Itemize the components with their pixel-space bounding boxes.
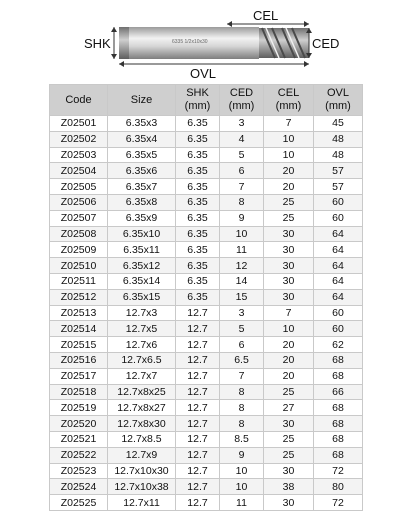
table-row [50,289,363,305]
cell-shk: 6.35 [176,242,220,258]
cell-ced: 10 [220,479,264,495]
cell-ced: 8 [220,400,264,416]
cell-ovl: 60 [314,305,363,321]
cell-size: 6.35x4 [108,131,176,147]
table-row [50,194,363,210]
cell-ovl: 68 [314,352,363,368]
cell-size: 12.7x6.5 [108,352,176,368]
table-body [50,116,363,511]
cell-size: 12.7x8x30 [108,416,176,432]
shk-dimension [111,27,117,59]
column-header-unit: (mm) [228,100,255,112]
table-row [50,305,363,321]
table-row [50,400,363,416]
cell-shk: 6.35 [176,210,220,226]
cell-code: Z02507 [50,210,108,226]
cell-size: 12.7x8x27 [108,400,176,416]
header-row [50,85,363,116]
cell-shk: 12.7 [176,495,220,511]
cell-shk: 12.7 [176,368,220,384]
cell-size: 12.7x9 [108,447,176,463]
cell-cel: 25 [264,431,314,447]
column-header-shk [176,85,220,116]
cell-code: Z02517 [50,368,108,384]
cell-ced: 11 [220,242,264,258]
cell-size: 12.7x11 [108,495,176,511]
cell-shk: 12.7 [176,352,220,368]
cell-shk: 6.35 [176,131,220,147]
cell-shk: 12.7 [176,400,220,416]
cell-size: 6.35x8 [108,194,176,210]
cell-cel: 10 [264,147,314,163]
cell-code: Z02505 [50,179,108,195]
table-row [50,479,363,495]
cell-code: Z02519 [50,400,108,416]
cell-ovl: 80 [314,479,363,495]
cell-ced: 10 [220,463,264,479]
column-header-label: Size [130,93,153,106]
cell-ced: 6.5 [220,352,264,368]
cell-shk: 12.7 [176,416,220,432]
cell-code: Z02506 [50,194,108,210]
cell-size: 6.35x14 [108,273,176,289]
cell-cel: 7 [264,116,314,132]
cell-code: Z02514 [50,321,108,337]
table-row [50,321,363,337]
cell-cel: 20 [264,368,314,384]
router-bit-diagram [0,0,407,84]
cell-ced: 4 [220,131,264,147]
cell-size: 12.7x3 [108,305,176,321]
cell-code: Z02503 [50,147,108,163]
shank-marking: 6335 1/2x10x30 [172,39,208,45]
cutting-flutes [259,28,309,58]
cell-ovl: 48 [314,131,363,147]
cell-shk: 6.35 [176,163,220,179]
table-row [50,163,363,179]
column-header-size [108,85,176,116]
table-row [50,463,363,479]
cell-code: Z02508 [50,226,108,242]
table-row [50,242,363,258]
table-row [50,210,363,226]
cell-cel: 30 [264,242,314,258]
cell-code: Z02501 [50,116,108,132]
cell-cel: 7 [264,305,314,321]
cell-ced: 15 [220,289,264,305]
cell-shk: 12.7 [176,431,220,447]
cell-ced: 8 [220,384,264,400]
cell-size: 6.35x11 [108,242,176,258]
cell-cel: 10 [264,321,314,337]
cell-cel: 30 [264,289,314,305]
cell-shk: 6.35 [176,179,220,195]
column-header-cel [264,85,314,116]
cell-cel: 30 [264,463,314,479]
cell-cel: 25 [264,210,314,226]
cell-ovl: 60 [314,321,363,337]
table-row [50,384,363,400]
cell-code: Z02525 [50,495,108,511]
cell-cel: 10 [264,131,314,147]
cell-ovl: 68 [314,416,363,432]
cell-ovl: 57 [314,179,363,195]
cell-shk: 12.7 [176,384,220,400]
cell-size: 6.35x5 [108,147,176,163]
cell-ced: 12 [220,258,264,274]
cell-size: 6.35x6 [108,163,176,179]
cell-code: Z02521 [50,431,108,447]
cell-shk: 6.35 [176,289,220,305]
cell-code: Z02510 [50,258,108,274]
cell-shk: 6.35 [176,258,220,274]
cell-size: 6.35x12 [108,258,176,274]
cell-ced: 3 [220,305,264,321]
table-row [50,368,363,384]
cell-ced: 5 [220,147,264,163]
table-row [50,416,363,432]
column-header-unit: (mm) [325,100,351,112]
cell-cel: 20 [264,179,314,195]
cell-ced: 5 [220,321,264,337]
cell-ced: 7 [220,179,264,195]
column-header-label: Code [65,93,92,106]
table-row [50,495,363,511]
column-header-label: OVL [326,87,349,99]
ced-label: CED [312,36,340,51]
table-row [50,131,363,147]
cell-cel: 30 [264,226,314,242]
cell-ovl: 64 [314,289,363,305]
cell-ced: 9 [220,447,264,463]
table-row [50,352,363,368]
cell-cel: 20 [264,337,314,353]
cell-ced: 11 [220,495,264,511]
column-header-unit: (mm) [184,100,211,112]
cell-ced: 10 [220,226,264,242]
cell-shk: 12.7 [176,447,220,463]
cell-code: Z02522 [50,447,108,463]
cell-code: Z02515 [50,337,108,353]
cell-ovl: 64 [314,242,363,258]
cell-code: Z02520 [50,416,108,432]
cell-ced: 8 [220,416,264,432]
column-header-label: CED [229,87,254,99]
cell-cel: 30 [264,273,314,289]
table-row [50,147,363,163]
cell-ced: 6 [220,337,264,353]
cell-shk: 6.35 [176,226,220,242]
cell-size: 6.35x9 [108,210,176,226]
cell-shk: 12.7 [176,337,220,353]
cell-code: Z02523 [50,463,108,479]
cell-code: Z02504 [50,163,108,179]
cell-size: 12.7x7 [108,368,176,384]
cell-shk: 12.7 [176,479,220,495]
cell-cel: 25 [264,447,314,463]
cell-ovl: 48 [314,147,363,163]
cell-cel: 30 [264,495,314,511]
column-header-ced [220,85,264,116]
table-row [50,116,363,132]
cell-shk: 6.35 [176,116,220,132]
shk-label: SHK [84,36,111,51]
cell-ovl: 57 [314,163,363,179]
cell-ovl: 68 [314,368,363,384]
cell-cel: 38 [264,479,314,495]
table-row [50,226,363,242]
cell-ovl: 64 [314,258,363,274]
cell-ovl: 64 [314,226,363,242]
cell-ovl: 60 [314,210,363,226]
cell-size: 12.7x8.5 [108,431,176,447]
cell-size: 6.35x10 [108,226,176,242]
table-row [50,431,363,447]
cell-ovl: 68 [314,447,363,463]
cell-ovl: 66 [314,384,363,400]
table-row [50,447,363,463]
cell-ovl: 72 [314,463,363,479]
cell-cel: 25 [264,194,314,210]
cell-code: Z02511 [50,273,108,289]
cell-code: Z02513 [50,305,108,321]
cell-shk: 12.7 [176,305,220,321]
cell-size: 6.35x7 [108,179,176,195]
cell-size: 12.7x10x38 [108,479,176,495]
cell-code: Z02516 [50,352,108,368]
cell-ovl: 45 [314,116,363,132]
cell-cel: 30 [264,416,314,432]
cell-cel: 20 [264,163,314,179]
cell-ced: 3 [220,116,264,132]
cell-shk: 6.35 [176,147,220,163]
cell-shk: 6.35 [176,273,220,289]
cell-ced: 6 [220,163,264,179]
cell-size: 6.35x15 [108,289,176,305]
table-row [50,258,363,274]
cell-size: 12.7x6 [108,337,176,353]
cell-cel: 20 [264,352,314,368]
cell-ovl: 72 [314,495,363,511]
cell-code: Z02512 [50,289,108,305]
cell-size: 6.35x3 [108,116,176,132]
cell-code: Z02502 [50,131,108,147]
cell-ovl: 68 [314,400,363,416]
cell-size: 12.7x5 [108,321,176,337]
cell-ovl: 62 [314,337,363,353]
cell-size: 12.7x10x30 [108,463,176,479]
cell-code: Z02518 [50,384,108,400]
table-row [50,179,363,195]
cell-shk: 12.7 [176,321,220,337]
spec-table [49,84,363,511]
column-header-label: CEL [277,87,300,99]
cell-cel: 27 [264,400,314,416]
cell-ovl: 60 [314,194,363,210]
cell-shk: 12.7 [176,463,220,479]
cell-ced: 9 [220,210,264,226]
cell-ovl: 68 [314,431,363,447]
cell-ced: 7 [220,368,264,384]
cell-ced: 8.5 [220,431,264,447]
cell-ced: 14 [220,273,264,289]
column-header-unit: (mm) [275,100,302,112]
table-row [50,337,363,353]
cell-code: Z02524 [50,479,108,495]
cel-label: CEL [253,8,279,23]
cell-code: Z02509 [50,242,108,258]
cell-shk: 6.35 [176,194,220,210]
cell-ovl: 64 [314,273,363,289]
cell-cel: 30 [264,258,314,274]
cell-cel: 25 [264,384,314,400]
column-header-code [50,85,108,116]
ovl-label: OVL [190,66,217,81]
table-row [50,273,363,289]
column-header-label: SHK [186,87,209,99]
cell-size: 12.7x8x25 [108,384,176,400]
column-header-ovl [314,85,363,116]
cell-ced: 8 [220,194,264,210]
